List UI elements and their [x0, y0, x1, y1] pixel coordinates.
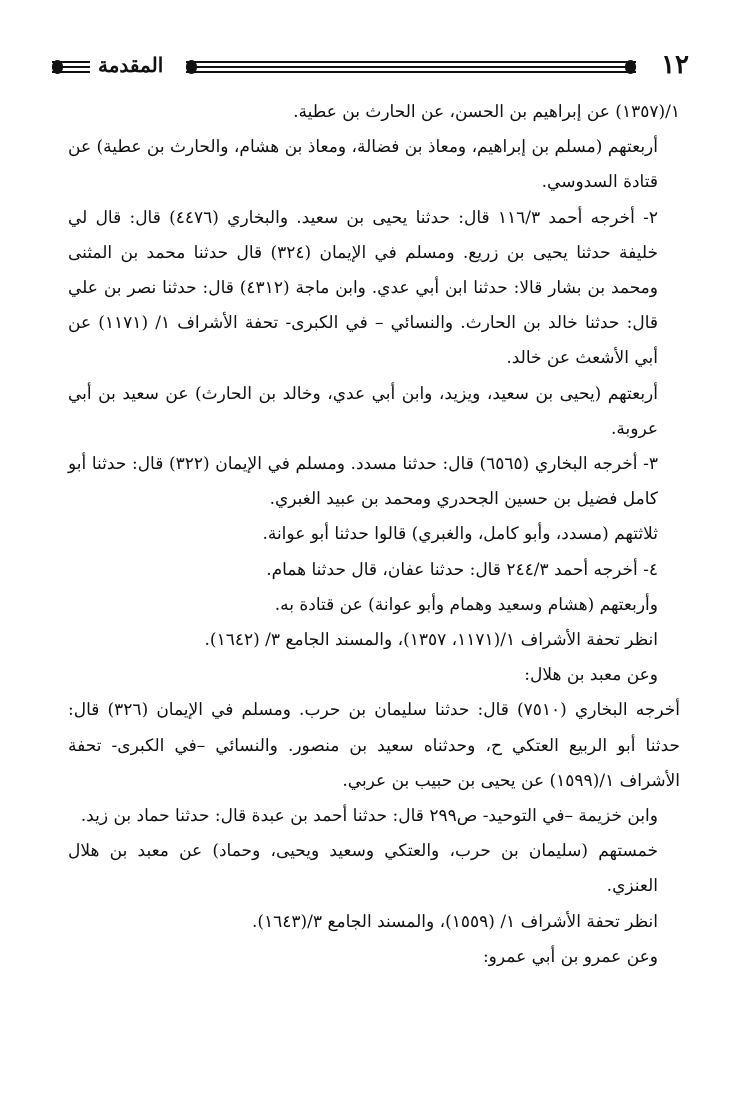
paragraph-6: ثلاثتهم (مسدد، وأبو كامل، والغبري) قالوا حدثنا أبو عوانة. — [262, 524, 658, 545]
paragraph-14: انظر تحفة الأشراف ١/ (١٥٥٩)، والمسند الجامع ٣/(١٦٤٣). — [251, 911, 658, 932]
paragraph-8: وأربعتهم (هشام وسعيد وهمام وأبو عوانة) عن قتادة به. — [274, 594, 658, 615]
paragraph-2: أربعتهم (مسلم بن إبراهيم، ومعاذ بن فضالة، ومعاذ بن هشام، والحارث بن عطية) عن قتادة السدوسي. — [68, 137, 658, 193]
paragraph-10: وعن معبد بن هلال: — [524, 665, 658, 686]
page-number: ١٢ — [661, 50, 689, 80]
paragraph-3: ٢- أخرجه أحمد ١١٦/٣ قال: حدثنا يحيى بن سعيد. والبخاري (٤٤٧٦) قال: قال لي خليفة حدثنا يحيى بن زريع. ومسلم في الإيمان (٣٢٤) قال حدثنا محمد بن المثنى ومحمد بن بشار قالا: حدثنا ابن أبي عدي. وابن ماجة (٤٣١٢) قال: حدثنا نصر بن علي قال: حدثنا خالد بن الحارث. والنسائي – في الكبرى- تحفة الأشراف ١/ (١١٧١) عن أبي الأشعث عن خالد. — [68, 207, 659, 369]
paragraph-5: ٣- أخرجه البخاري (٦٥٦٥) قال: حدثنا مسدد. ومسلم في الإيمان (٣٢٢) قال: حدثنا أبو كامل فضيل بن حسين الجحدري ومحمد بن عبيد الغبري. — [68, 454, 658, 510]
paragraph-1: ١/(١٣٥٧) عن إبراهيم بن الحسن، عن الحارث بن عطية. — [293, 102, 680, 122]
paragraph-4: أربعتهم (يحيى بن سعيد، ويزيد، وابن أبي عدي، وخالد بن الحارث) عن سعيد بن أبي عروبة. — [68, 383, 658, 439]
paragraph-12: وابن خزيمة –في التوحيد- ص٢٩٩ قال: حدثنا أحمد بن عبدة قال: حدثنا حماد بن زيد. — [80, 806, 658, 827]
body-text — [68, 95, 680, 975]
paragraph-9: انظر تحفة الأشراف ١/(١١٧١، ١٣٥٧)، والمسند الجامع ٣/ (١٦٤٢). — [204, 630, 658, 651]
header-rule-left — [52, 53, 90, 81]
paragraph-15: وعن عمرو بن أبي عمرو: — [482, 946, 658, 967]
paragraph-11: أخرجه البخاري (٧٥١٠) قال: حدثنا سليمان بن حرب. ومسلم في الإيمان (٣٢٦) قال: حدثنا أبو الربيع العتكي ح، وحدثناه سعيد بن منصور. والنسائي –في الكبرى- تحفة الأشراف ١/(١٥٩٩) عن يحيى بن حبيب بن عربي. — [68, 700, 680, 791]
page-header — [0, 45, 755, 89]
paragraph-7: ٤- أخرجه أحمد ٢٤٤/٣ قال: حدثنا عفان، قال حدثنا همام. — [266, 559, 658, 580]
header-title: المقدمة — [98, 53, 164, 77]
header-rule-right — [186, 53, 636, 81]
paragraph-13: خمستهم (سليمان بن حرب، والعتكي وسعيد ويحيى، وحماد) عن معبد بن هلال العنزي. — [68, 841, 658, 897]
